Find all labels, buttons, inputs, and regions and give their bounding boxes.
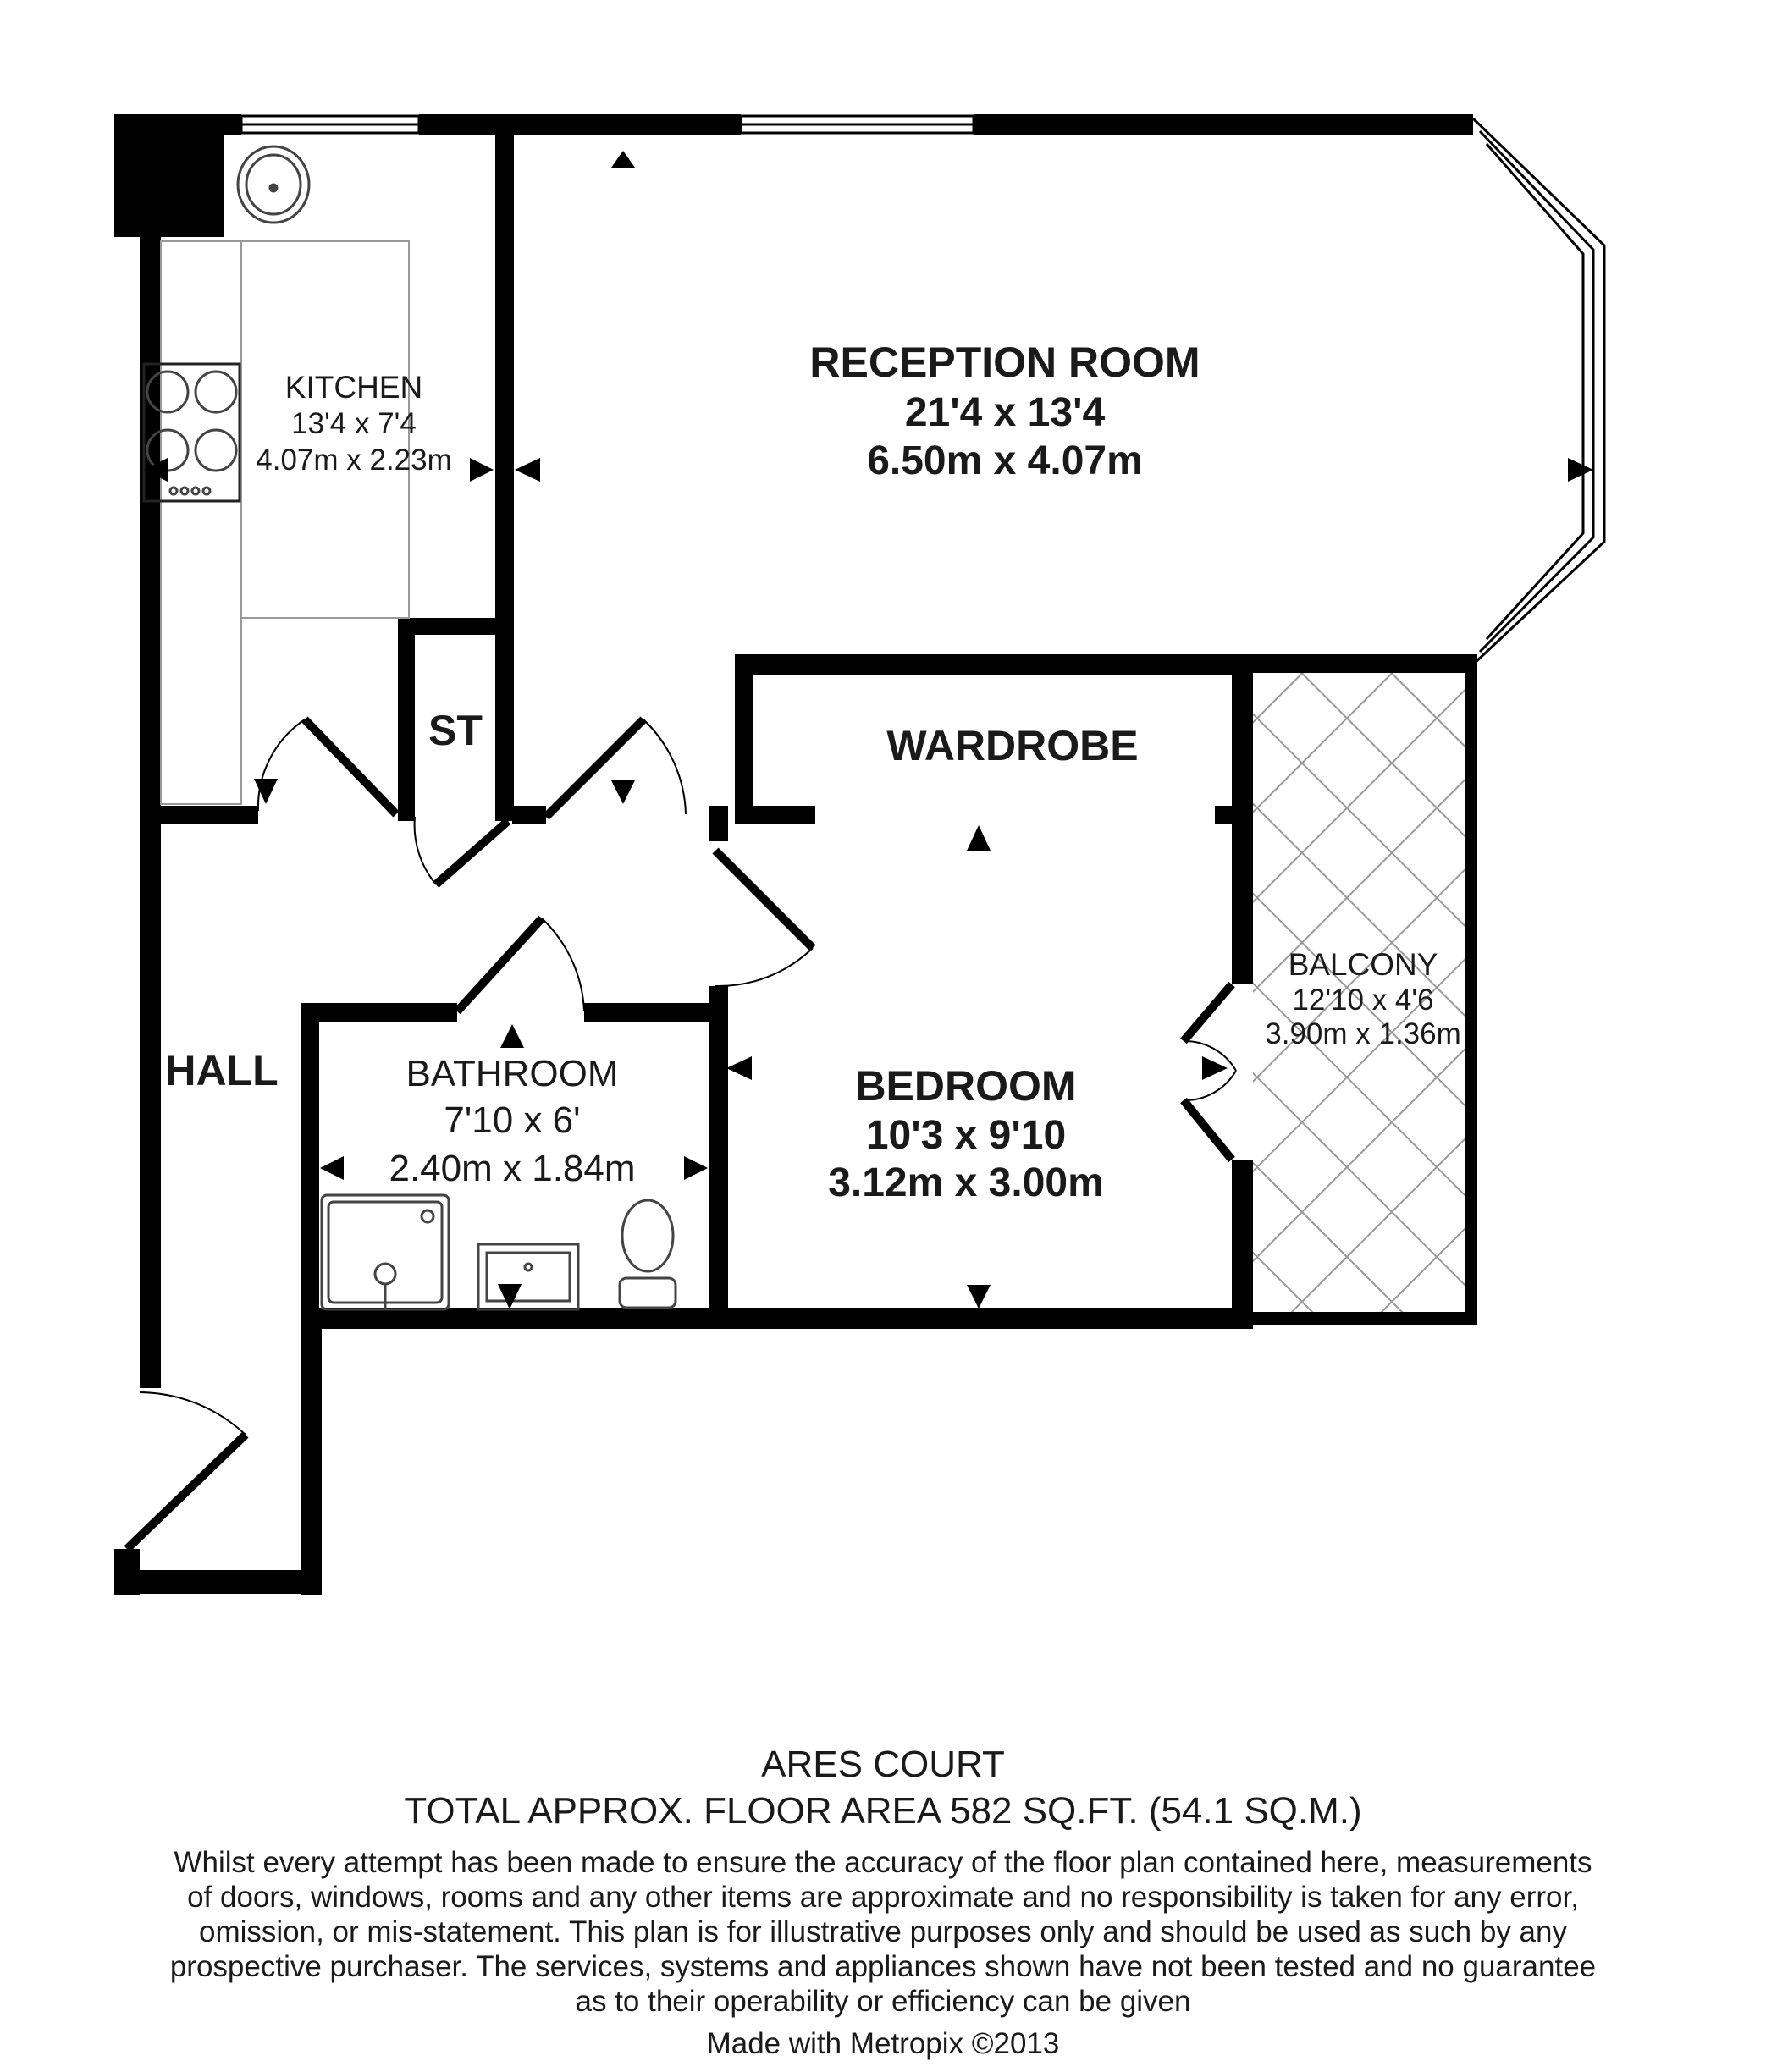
doors <box>127 719 1236 1549</box>
bedroom-arrow-left <box>726 1056 752 1080</box>
reception-arrow-up <box>611 151 635 168</box>
hall-name: HALL <box>165 1047 279 1094</box>
kitchen-dim-imperial: 13'4 x 7'4 <box>291 407 417 440</box>
bathroom-arrow-right <box>684 1156 708 1180</box>
bedroom-arrow-right <box>1202 1056 1228 1080</box>
reception-arrow-left <box>515 458 540 482</box>
disclaimer: Whilst every attempt has been made to ensure the accuracy of the floor plan contained here, measurements of doors, windows, rooms and any other items are approximate and no responsibility is taken for any error, omission, or mis-statement. This plan is for illustrative purposes only and should be used as such by any prospective purchaser. The services, systems and appliances shown have not been tested and no guarantee as to their operability or efficiency can be given <box>169 1846 1597 2018</box>
reception-arrow-right <box>1568 458 1593 482</box>
bathroom-arrow-up <box>500 1024 524 1048</box>
bathroom-arrow-left <box>320 1156 344 1180</box>
bathroom-name: BATHROOM <box>406 1053 619 1094</box>
hall-arrow-down <box>611 780 635 804</box>
store-name: ST <box>428 707 483 754</box>
bedroom-arrow-up <box>967 825 991 851</box>
wardrobe-name: WARDROBE <box>886 722 1139 769</box>
balcony-name: BALCONY <box>1288 947 1438 982</box>
kitchen-name: KITCHEN <box>284 370 423 405</box>
bedroom-name: BEDROOM <box>855 1062 1077 1110</box>
kitchen-dim-metric: 4.07m x 2.23m <box>256 444 452 477</box>
reception-room-name: RECEPTION ROOM <box>809 339 1200 386</box>
bathroom-dim-metric: 2.40m x 1.84m <box>389 1148 636 1189</box>
bathroom-arrow-down <box>498 1284 522 1309</box>
bedroom-arrow-down <box>967 1285 991 1309</box>
floor-area: TOTAL APPROX. FLOOR AREA 582 SQ.FT. (54.1 SQ.M.) <box>404 1790 1362 1832</box>
kitchen-arrow-right <box>470 458 494 482</box>
balcony-dim-metric: 3.90m x 1.36m <box>1265 1017 1461 1050</box>
property-name: ARES COURT <box>761 1744 1005 1785</box>
bedroom-dim-imperial: 10'3 x 9'10 <box>865 1113 1067 1158</box>
bedroom-dim-metric: 3.12m x 3.00m <box>828 1160 1104 1205</box>
reception-room-dim-metric: 6.50m x 4.07m <box>867 438 1143 483</box>
bathroom-fixtures <box>322 1195 676 1309</box>
made-with-credit: Made with Metropix ©2013 <box>706 2027 1060 2060</box>
reception-room-dim-imperial: 21'4 x 13'4 <box>904 390 1106 435</box>
bathroom-dim-imperial: 7'10 x 6' <box>444 1099 581 1141</box>
balcony-dim-imperial: 12'10 x 4'6 <box>1292 984 1434 1017</box>
